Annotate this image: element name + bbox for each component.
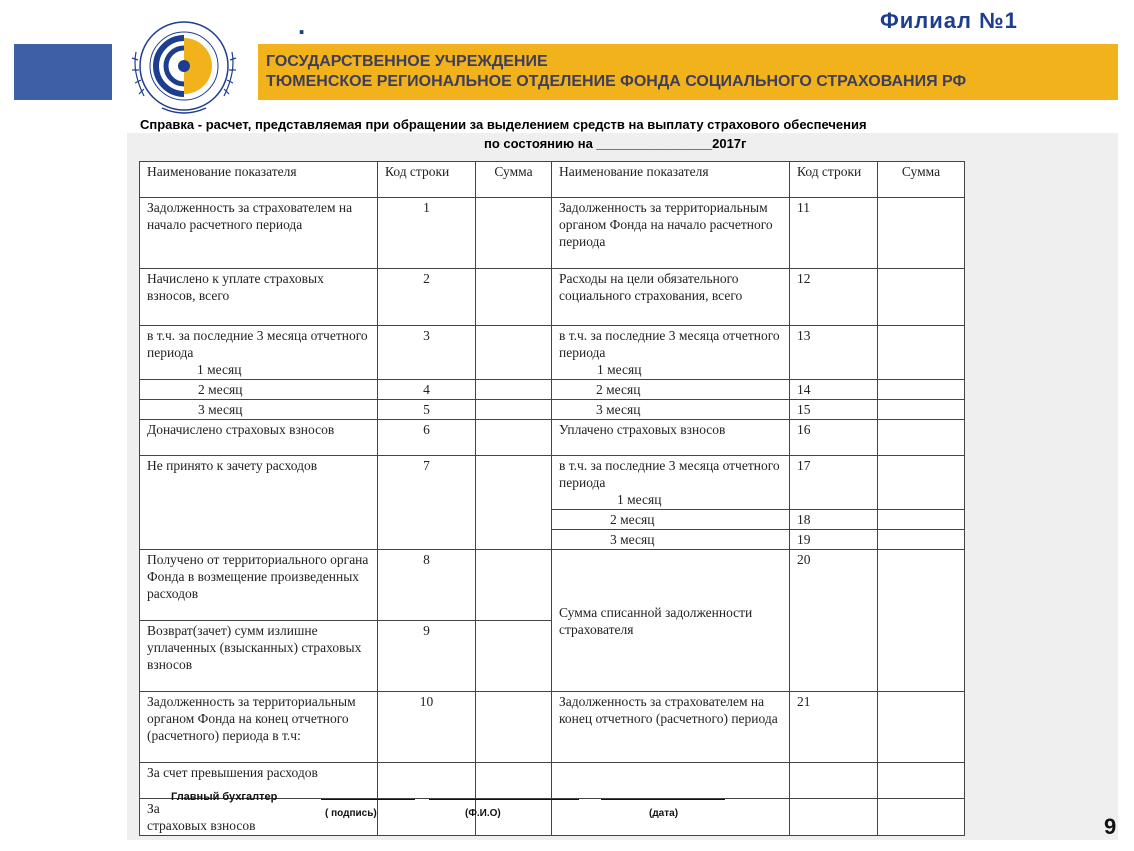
table-row (140, 198, 965, 269)
signature-label: ( подпись) (325, 808, 377, 819)
row-13-name (552, 326, 790, 380)
row-4-name: 2 месяц (140, 380, 378, 400)
row-13-sublabel: 1 месяц (597, 362, 642, 377)
fss-emblem-icon (122, 12, 246, 120)
row-10b-end: страховых взносов (147, 818, 256, 833)
row-16-name: Уплачено страховых взносов (552, 420, 790, 456)
table-row (140, 456, 965, 510)
row-12-sum[interactable] (878, 269, 965, 326)
row-7-sum[interactable] (476, 456, 552, 550)
row-18-code: 18 (790, 510, 878, 530)
branch-title: Филиал №1 (880, 8, 1018, 33)
row-11-code: 11 (790, 198, 878, 269)
row-3-name (140, 326, 378, 380)
row-2-code: 2 (378, 269, 476, 326)
row-10-name: Задолженность за территориальным органом Фонда на конец отчетного (расчетного) периода в т.ч: (140, 692, 378, 763)
signature-line[interactable] (321, 799, 415, 800)
header-code: Код строки (378, 162, 476, 198)
row-5-name: 3 месяц (140, 400, 378, 420)
row-21-name: Задолженность за страхователем на конец отчетного (расчетного) периода (552, 692, 790, 763)
name-label: (Ф.И.О) (465, 808, 501, 819)
row-19-name: 3 месяц (552, 530, 790, 550)
row-1-code: 1 (378, 198, 476, 269)
header-code-2: Код строки (790, 162, 878, 198)
row-13-sum[interactable] (878, 326, 965, 380)
row-8-code: 8 (378, 550, 476, 621)
row-14-name: 2 месяц (552, 380, 790, 400)
row-20-code: 20 (790, 550, 878, 692)
row-7-code: 7 (378, 456, 476, 550)
row-3-label: в т.ч. за последние 3 месяца отчетного периода (147, 328, 368, 360)
row-17-sum[interactable] (878, 456, 965, 510)
row-18-sum[interactable] (878, 510, 965, 530)
page-number: 9 (1104, 814, 1117, 839)
table-row (140, 269, 965, 326)
row-20-name: Сумма списанной задолженности страхователя (552, 550, 790, 692)
row-1-sum[interactable] (476, 198, 552, 269)
org-banner (258, 44, 1118, 100)
row-4-code: 4 (378, 380, 476, 400)
row-7-name: Не принято к зачету расходов (140, 456, 378, 550)
row-15-sum[interactable] (878, 400, 965, 420)
row-2-sum[interactable] (476, 269, 552, 326)
signature-block (141, 786, 961, 820)
row-10b-start: За (147, 801, 160, 816)
blue-decoration (14, 44, 112, 100)
table-row (140, 420, 965, 456)
row-16-sum[interactable] (878, 420, 965, 456)
row-18-name: 2 месяц (552, 510, 790, 530)
row-6-code: 6 (378, 420, 476, 456)
date-label: (дата) (649, 808, 679, 819)
row-12-name: Расходы на цели обязательного социального страхования, всего (552, 269, 790, 326)
row-4-sum[interactable] (476, 380, 552, 400)
row-19-code: 19 (790, 530, 878, 550)
name-line[interactable] (429, 799, 579, 800)
row-10-code: 10 (378, 692, 476, 763)
header-sum-2: Сумма (878, 162, 965, 198)
row-19-sum[interactable] (878, 530, 965, 550)
row-11-name: Задолженность за территориальным органом Фонда на начало расчетного периода (552, 198, 790, 269)
row-17-code: 17 (790, 456, 878, 510)
row-3-sublabel: 1 месяц (197, 362, 242, 377)
row-17-label: в т.ч. за последние 3 месяца отчетного периода (559, 458, 780, 490)
row-12-code: 12 (790, 269, 878, 326)
row-17-sublabel: 1 месяц (617, 492, 662, 507)
row-5-code: 5 (378, 400, 476, 420)
row-6-name: Доначислено страховых взносов (140, 420, 378, 456)
row-21-code: 21 (790, 692, 878, 763)
row-20-sum[interactable] (878, 550, 965, 692)
row-10-sum[interactable] (476, 692, 552, 763)
row-2-name: Начислено к уплате страховых взносов, всего (140, 269, 378, 326)
row-6-sum[interactable] (476, 420, 552, 456)
document-subtitle: по состоянию на ________________2017г (484, 136, 747, 151)
row-13-code: 13 (790, 326, 878, 380)
calculation-table (139, 161, 965, 836)
row-8-sum[interactable] (476, 550, 552, 621)
row-10a-name: За счет превышения расходов (140, 763, 378, 799)
header-dot: . (298, 10, 306, 40)
row-13-label: в т.ч. за последние 3 месяца отчетного периода (559, 328, 780, 360)
date-line[interactable] (601, 799, 725, 800)
table-row (140, 692, 965, 763)
table-header-row (140, 162, 965, 198)
header-name-2: Наименование показателя (552, 162, 790, 198)
row-17-name (552, 456, 790, 510)
org-name-line1: ГОСУДАРСТВЕННОЕ УЧРЕЖДЕНИЕ (266, 53, 548, 70)
row-5-sum[interactable] (476, 400, 552, 420)
row-8-name: Получено от территориального органа Фонда в возмещение произведенных расходов (140, 550, 378, 621)
row-15-name: 3 месяц (552, 400, 790, 420)
row-9-name: Возврат(зачет) сумм излишне уплаченных (взысканных) страховых взносов (140, 621, 378, 692)
header-sum: Сумма (476, 162, 552, 198)
signature-caption: Главный бухгалтер (171, 791, 278, 803)
org-name-line2: ТЮМЕНСКОЕ РЕГИОНАЛЬНОЕ ОТДЕЛЕНИЕ ФОНДА СОЦИАЛЬНОГО СТРАХОВАНИЯ РФ (266, 73, 967, 90)
row-14-sum[interactable] (878, 380, 965, 400)
row-9-sum[interactable] (476, 621, 552, 692)
row-3-code: 3 (378, 326, 476, 380)
table-row (140, 400, 965, 420)
document-title: Справка - расчет, представляемая при обращении за выделением средств на выплату страхового обеспечения (140, 117, 867, 132)
row-21-sum[interactable] (878, 692, 965, 763)
row-11-sum[interactable] (878, 198, 965, 269)
header-name: Наименование показателя (140, 162, 378, 198)
table-row (140, 326, 965, 380)
row-1-name: Задолженность за страхователем на начало расчетного периода (140, 198, 378, 269)
row-16-code: 16 (790, 420, 878, 456)
table-row (140, 380, 965, 400)
row-14-code: 14 (790, 380, 878, 400)
row-15-code: 15 (790, 400, 878, 420)
table-row (140, 550, 965, 621)
row-9-code: 9 (378, 621, 476, 692)
row-3-sum[interactable] (476, 326, 552, 380)
